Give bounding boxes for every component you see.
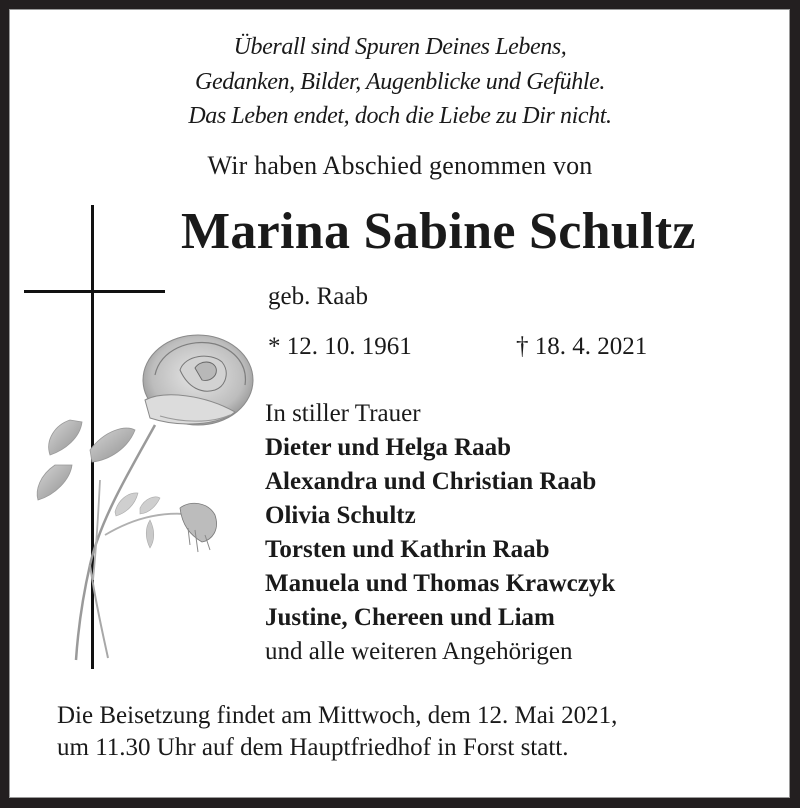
mourner-name: Olivia Schultz [265, 502, 416, 529]
cross-icon-horizontal [24, 290, 165, 293]
funeral-line: Die Beisetzung findet am Mittwoch, dem 12. Mai 2021, [57, 702, 618, 729]
poem-line: Überall sind Spuren Deines Lebens, [233, 34, 567, 60]
mourner-name: Justine, Chereen und Liam [265, 604, 555, 631]
mourners-closing: und alle weiteren Angehörigen [265, 638, 573, 665]
deceased-name: Marina Sabine Schultz [181, 203, 696, 260]
poem [0, 30, 800, 134]
mourner-name: Dieter und Helga Raab [265, 434, 512, 461]
mourner-name: Manuela und Thomas Krawczyk [265, 570, 616, 597]
mourner-name: Alexandra und Christian Raab [265, 468, 597, 495]
poem-line: Das Leben endet, doch die Liebe zu Dir nicht. [188, 103, 612, 129]
mourner-name: Torsten und Kathrin Raab [265, 536, 550, 563]
poem-line: Gedanken, Bilder, Augenblicke und Gefühle. [195, 68, 605, 95]
birth-date: * 12. 10. 1961 [268, 333, 412, 360]
maiden-name: geb. Raab [268, 283, 368, 310]
rose-illustration-icon [30, 330, 260, 670]
funeral-notice [57, 700, 617, 764]
mourners-list [265, 397, 615, 669]
intro-text: Wir haben Abschied genommen von [207, 151, 593, 180]
mourners-heading: In stiller Trauer [265, 400, 421, 427]
funeral-line: um 11.30 Uhr auf dem Hauptfriedhof in Forst statt. [57, 734, 569, 761]
death-date: † 18. 4. 2021 [516, 333, 648, 360]
